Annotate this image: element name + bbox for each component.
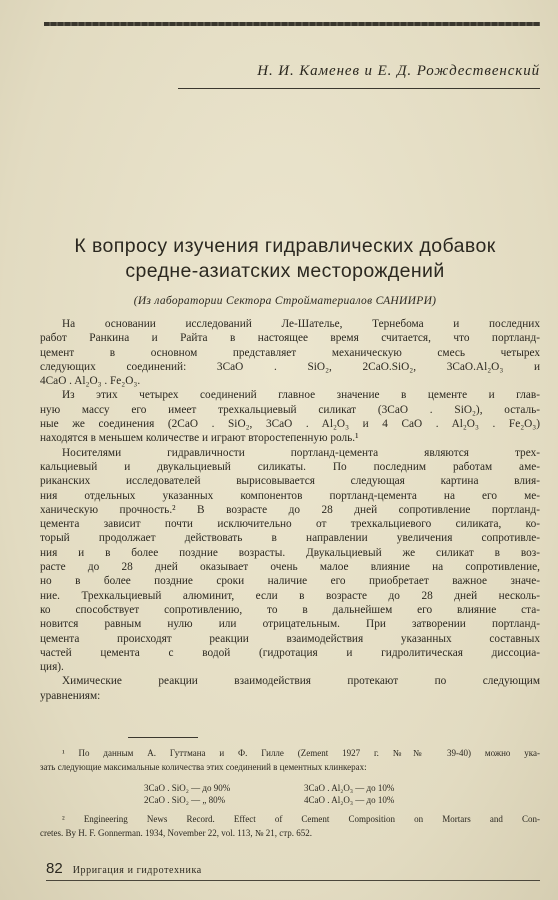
text-line: На основании исследований Ле-Шателье, Тернебома и последних <box>62 318 540 330</box>
clinker-composition-table <box>144 782 540 806</box>
text-line: ние. Трехкальциевый алюминит, если в возрасте до 28 дней несколь- <box>40 589 540 602</box>
footnote-separator <box>128 737 198 738</box>
footnote-line: зать следующие максимальные количества этих соединений в цементных клинкерах: <box>40 762 367 772</box>
footnotes <box>40 746 540 840</box>
title-line-1: К вопросу изучения гидравлических добавок <box>74 235 496 257</box>
journal-name: Ирригация и гидротехника <box>72 865 202 876</box>
text-line: работ Ранкина и Райта в настоящее время считается, что портланд- <box>40 332 540 345</box>
article-affiliation: (Из лаборатории Сектора Стройматериалов САНИИРИ) <box>133 295 437 307</box>
text-line: уравнениям: <box>40 689 101 702</box>
paragraph-3 <box>40 446 540 675</box>
footnote-line: ¹ По данным А. Гуттмана и Ф. Гилле (Zement 1927 г. №№ 39-40) можно ука- <box>62 748 540 758</box>
text-line: ные же соединения (2CaO . SiO₂, 3CaO . Al₂O₃ и 4 CaO . Al₂O₃ . Fe₂O₃) <box>40 418 540 431</box>
table-cell: 3CaO . SiO₂ — до 90% <box>144 783 231 793</box>
text-line: новится равным нулю или отрицательным. При затворении портланд- <box>40 618 540 631</box>
table-cell: 4CaO . Al₂O₃ — до 10% <box>304 795 395 805</box>
text-line: цемент в основном представляет механическую смесь четырех <box>40 346 540 359</box>
footer-rule <box>46 880 540 881</box>
table-cell: 3CaO . Al₂O₃ — до 10% <box>304 783 395 793</box>
text-line: риканских исследователей вырисовывается следующая картина влия- <box>40 475 540 488</box>
text-line: ция). <box>40 661 64 674</box>
text-line: следующих соединений: 3CaO . SiO₂, 2CaO.SiO₂, 3CaO.Al₂O₃ и <box>40 360 540 373</box>
page-number: 82 <box>46 860 63 877</box>
text-line: Химические реакции взаимодействия протекают по следующим <box>62 675 540 688</box>
text-line: но в более поздние сроки наличие его приобретает важное значе- <box>40 575 540 588</box>
text-line: находятся в меньшем количестве и играют второстепенную роль.¹ <box>40 432 359 445</box>
table-cell: 2CaO . SiO₂ — „ 80% <box>144 795 226 805</box>
text-line: ханическую прочность.² В возрасте до 28 дней сопротивление портланд- <box>40 503 540 516</box>
text-line: цемента происходят реакции взаимодействия указанных составных <box>40 632 540 645</box>
text-line: ко способствует сопротивлению, то в дальнейшем его влияние ста- <box>40 603 540 616</box>
text-line: Носителями гидравличности портланд-цемента являются трех- <box>62 446 540 459</box>
text-line: 4CaO . Al₂O₃ . Fe₂O₃. <box>40 375 141 388</box>
top-ornamental-rule <box>44 22 540 26</box>
text-line: Из этих четырех соединений главное значение в цементе и глав- <box>62 389 540 402</box>
article-authors: Н. И. Каменев и Е. Д. Рождественский <box>257 63 540 79</box>
title-line-2: средне-азиатских месторождений <box>125 260 445 282</box>
article-body <box>40 317 540 703</box>
page-footer <box>46 860 346 878</box>
authors-underline <box>178 88 540 89</box>
text-line: ния и в более поздние возрасты. Двукальциевый же силикат в воз- <box>40 546 540 559</box>
text-line: ную массу его имеет трехкальциевый силикат (3CaO . SiO₂), осталь- <box>40 403 540 416</box>
footnote-2 <box>40 812 540 840</box>
article-title <box>30 234 540 284</box>
text-line: кальциевый и двукальциевый силикаты. По последним работам аме- <box>40 460 540 473</box>
paragraph-4 <box>40 674 540 703</box>
text-line: ния отдельных указанных компонентов портланд-цемента на его ме- <box>40 489 540 502</box>
footnote-1 <box>40 746 540 774</box>
paragraph-2 <box>40 388 540 445</box>
paragraph-1 <box>40 317 540 388</box>
footnote-line: ² Engineering News Record. Effect of Cement Composition on Mortars and Con- <box>62 814 540 824</box>
footnote-line: cretes. By H. F. Gonnerman. 1934, November 22, vol. 113, № 21, стр. 652. <box>40 828 313 838</box>
text-line: частей цемента с водой (гидротация и гидролитическая диссоциа- <box>40 646 540 659</box>
text-line: расте до 28 дней оказывает очень малое влияние на сопротивление, <box>40 561 540 574</box>
text-line: цемента зависит почти исключительно от трехкальциевого силиката, ко- <box>40 518 540 531</box>
text-line: торый продолжает действовать в направлении увеличения сопротивле- <box>40 532 540 545</box>
